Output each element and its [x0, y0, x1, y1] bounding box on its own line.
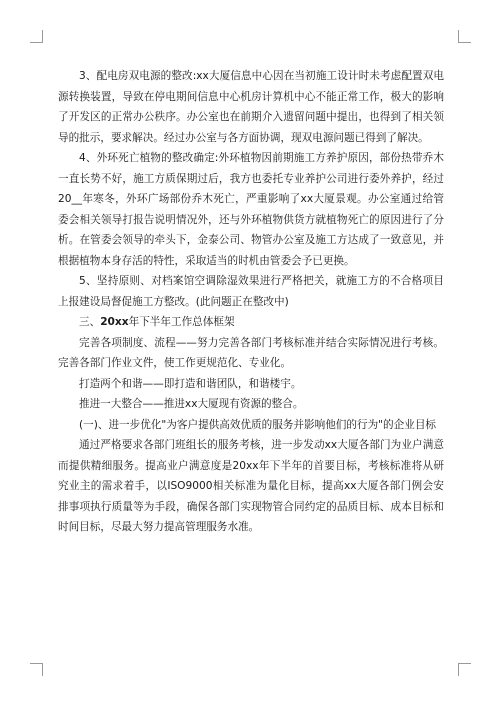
document-body	[58, 66, 444, 538]
paragraph-power-supply: 3、配电房双电源的整改:xx大厦信息中心因在当初施工设计时未考虑配置双电源转换装置，导致在停电期间信息中心机房计算机中心不能正常工作，极大的影响了开发区的正常办公秩序。办公室也在前期介入遗留问题中提出，也得到了相关领导的批示，要求解决。经过办公室与各方面协调，现双电源问题已得到了解决。	[58, 70, 444, 144]
crop-mark-top-right	[458, 30, 471, 43]
subheading-optimize-goal: (一)、进一步优化"为客户提供高效优质的服务并影响他们的行为"的企业目标	[79, 418, 437, 431]
crop-mark-top-left	[30, 30, 43, 43]
section-heading-prefix: 三、	[79, 316, 101, 328]
paragraph-improve-systems: 完善各项制度、流程——努力完善各部门考核标准并结合实际情况进行考核。完善各部门作业文件，使工作更规范化、专业化。	[58, 336, 444, 369]
section-heading	[58, 312, 444, 333]
crop-mark-bottom-left	[30, 663, 43, 676]
paragraph-archive-ac: 5、坚持原则、对档案馆空调除湿效果进行严格把关，就施工方的不合格项目上报建设局督促施工方整改。(此问题正在整改中)	[58, 275, 444, 308]
section-heading-suffix: 年下半年工作总体框架	[128, 316, 235, 328]
paragraph-plant-rectification: 4、外环死亡植物的整改确定:外环植物因前期施工方养护原因，部份热带乔木一直长势不好，施工方质保期过后，我方也委托专业养护公司进行委外养护，经过20__年寒冬，外环广场部份乔木死亡，严重影响了xx大厦景观。办公室通过给管委会相关领导打报告说明情况外，还与外环植物供货方就植物死亡的原因进行了分析。在管委会领导的牵头下，金泰公司、物管办公室及施工方达成了一致意见，并根据植物本身存活的特性，采取适当的时机由管委会予已更换。	[58, 152, 444, 267]
paragraph-two-harmonies: 打造两个和谐——即打造和谐团队，和谐楼宇。	[79, 377, 302, 390]
section-heading-year: 20xx	[100, 316, 129, 328]
crop-mark-bottom-right	[458, 663, 471, 676]
paragraph-service-assessment: 通过严格要求各部门班组长的服务考核，进一步发动xx大厦各部门为业户满意而提供精细服务。提高业户满意度是20xx年下半年的首要目标，考核标准将从研究业主的需求着手，以ISO9000相关标准为量化目标，提高xx大厦各部门例会安排事项执行质量等为手段，确保各部门实现物管合同约定的品质目标、成本目标和时间目标，尽最大努力提高管理服务水准。	[58, 439, 444, 533]
paragraph-integration: 推进一大整合——推进xx大厦现有资源的整合。	[79, 398, 304, 410]
